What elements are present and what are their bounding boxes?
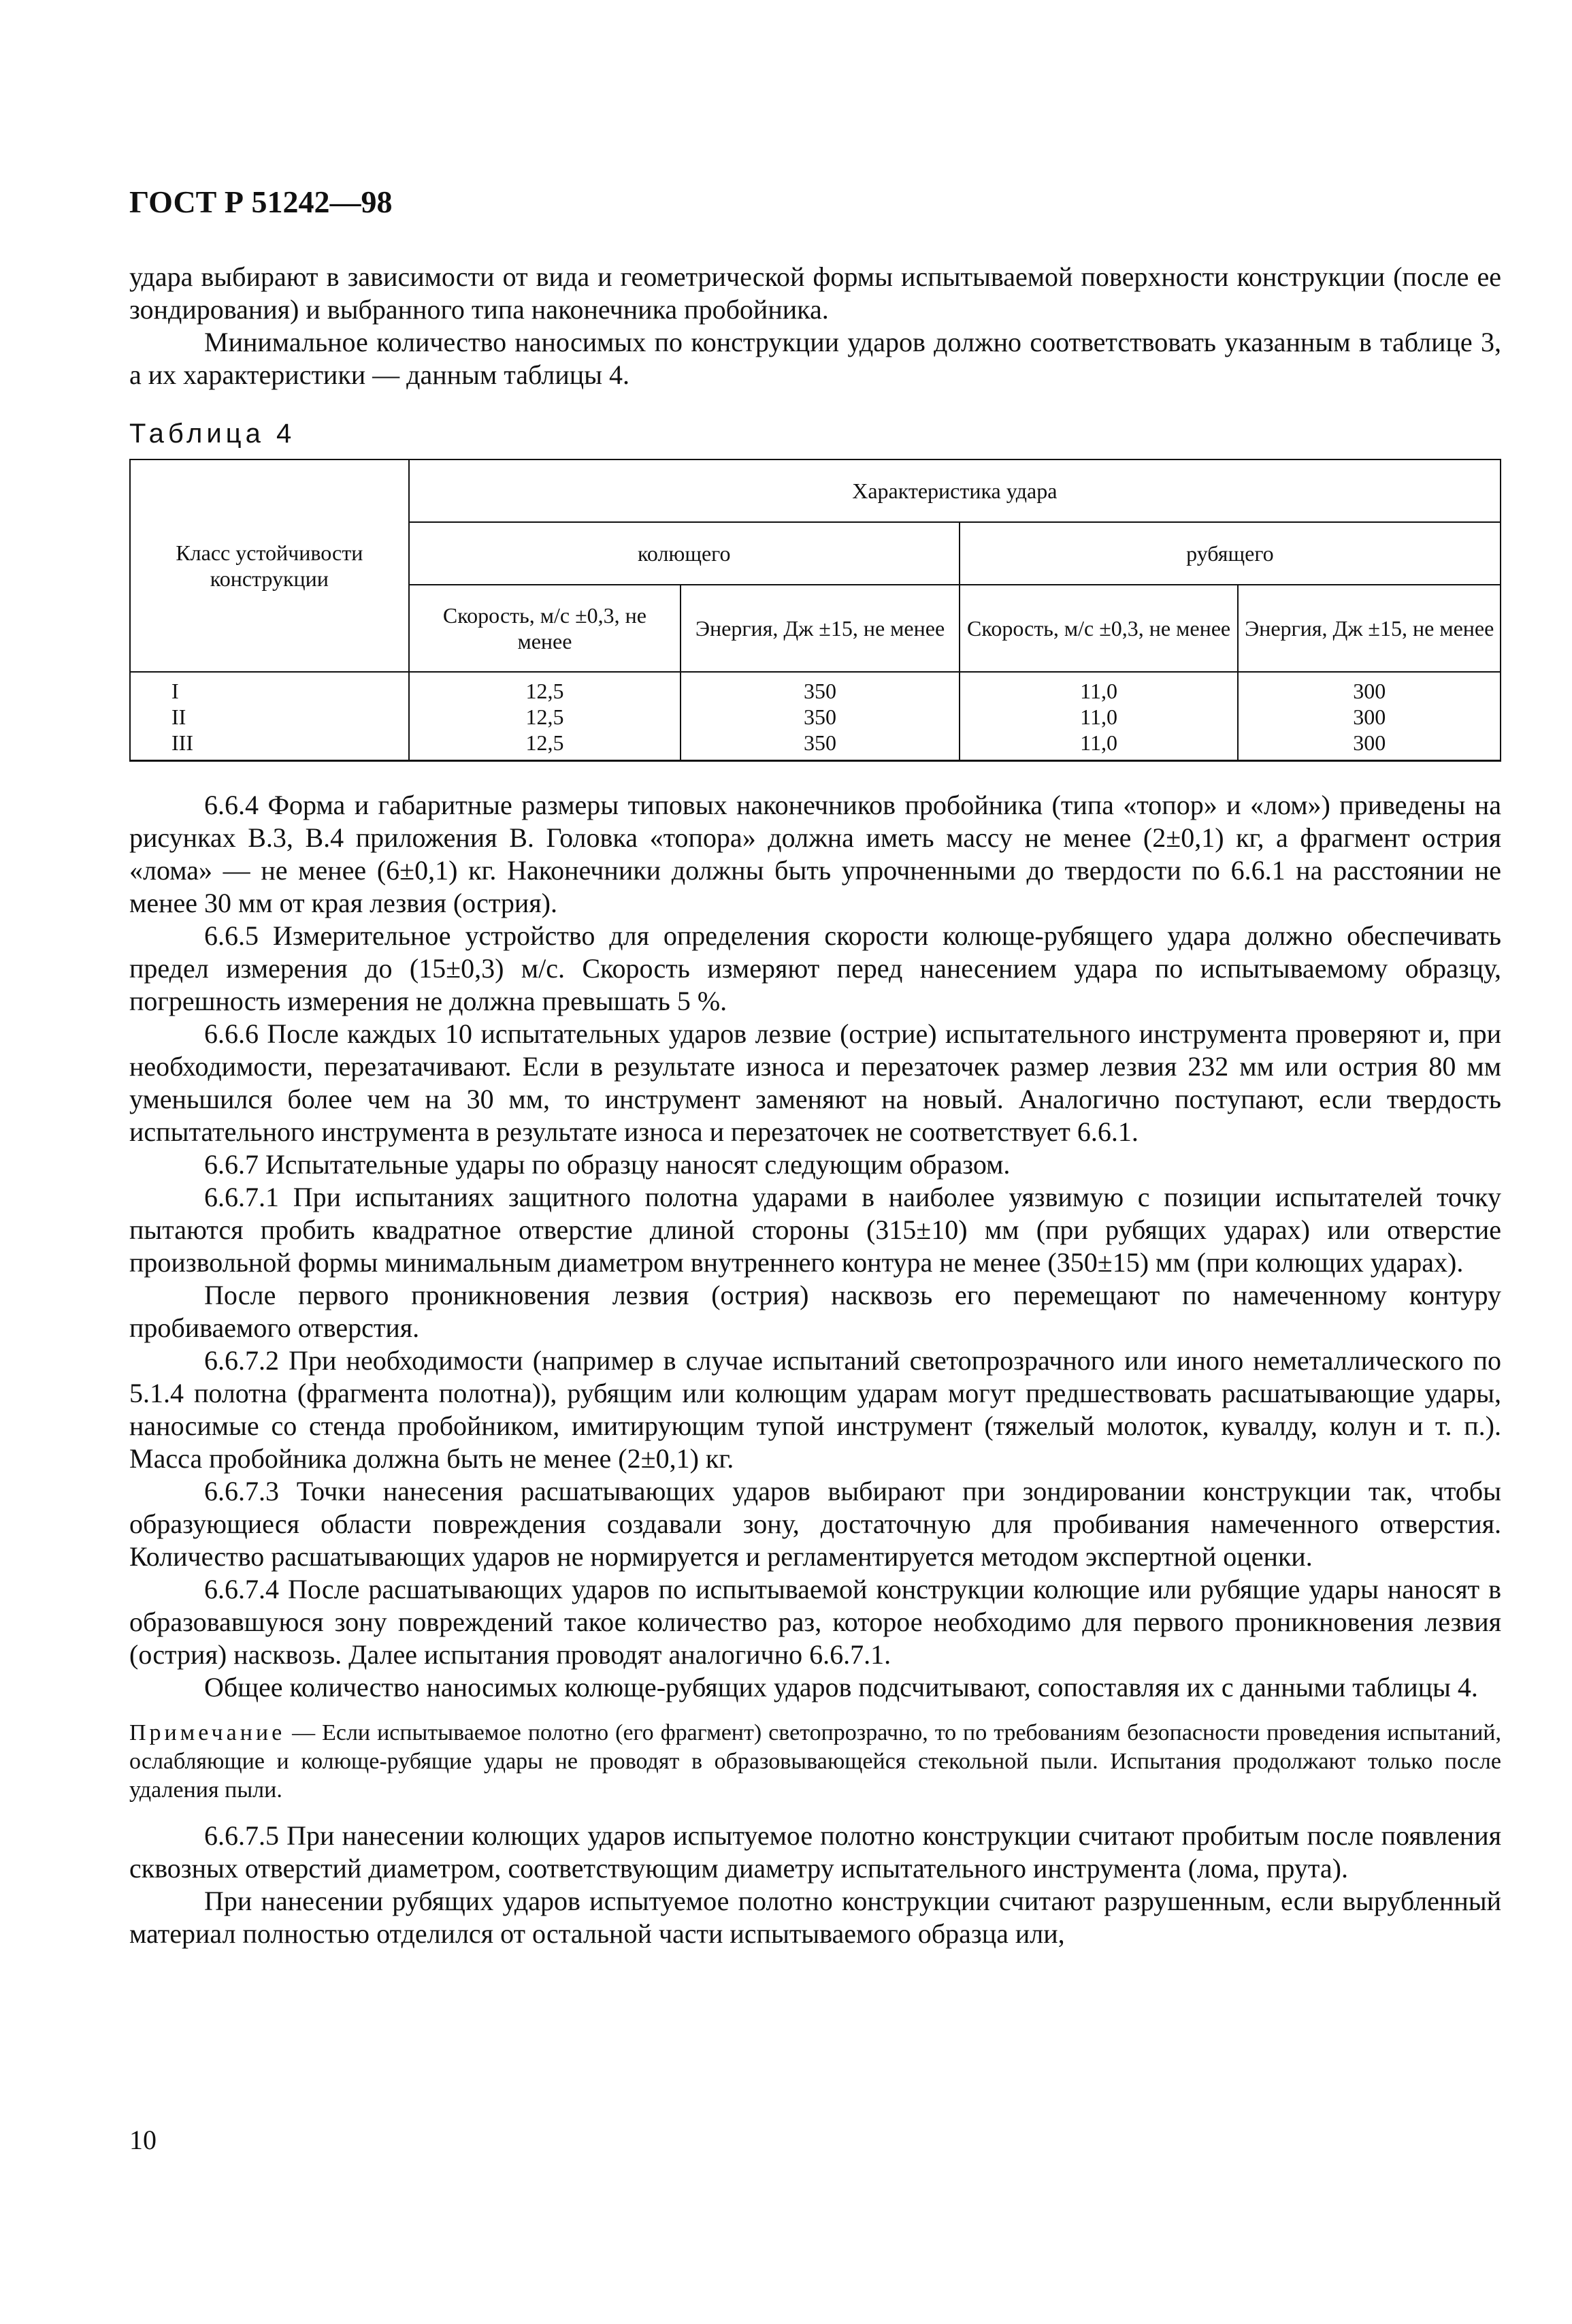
paragraph-6-6-7-3: 6.6.7.3 Точки нанесения расшатывающих ударов выбирают при зондировании конструкции так, чтобы образующиеся области повреждения создавали зону, достаточную для пробивания намеченного отверстия. Количество расшатывающих ударов не нормируется и регламентируется методом экспертной оценки.: [129, 1476, 1501, 1572]
table-row: [130, 704, 1501, 730]
cell-speed-chop: 11,0: [960, 730, 1239, 761]
note-label: Примечание: [129, 1720, 286, 1745]
paragraph-6-6-7: 6.6.7 Испытательные удары по образцу наносят следующим образом.: [204, 1149, 1011, 1180]
header-speed-stab: Скорость, м/с ±0,3, не менее: [409, 585, 681, 672]
paragraph-6-6-7-5-continued: При нанесении рубящих ударов испытуемое полотно конструкции считают разрушенным, если вырубленный материал полностью отделился от остальной части испытываемого образца или,: [129, 1886, 1501, 1949]
paragraph-6-6-7-1-continued: После первого проникновения лезвия (острия) насквозь его перемещают по намеченному контуру пробиваемого отверстия.: [129, 1280, 1501, 1343]
cell-energy-stab: 350: [681, 730, 960, 761]
cell-energy-stab: 350: [681, 672, 960, 704]
header-characteristic: Характеристика удара: [409, 459, 1501, 522]
header-energy-stab: Энергия, Дж ±15, не менее: [681, 585, 960, 672]
paragraph-6-6-7-4-continued: Общее количество наносимых колюще-рубящих ударов подсчитывают, сопоставляя их с данными таблицы 4.: [204, 1672, 1478, 1702]
paragraph-6-6-4: 6.6.4 Форма и габаритные размеры типовых наконечников пробойника (типа «топор» и «лом») приведены на рисунках В.3, В.4 приложения В. Головка «топора» должна иметь массу не менее (2±0,1) кг, а фрагмент острия «лома» — не менее (6±0,1) кг. Наконечники должны быть упрочненными до твердости по 6.6.1 на расстоянии не менее 30 мм от края лезвия (острия).: [129, 790, 1501, 918]
cell-energy-chop: 300: [1238, 730, 1501, 761]
table-row: [130, 672, 1501, 704]
header-stabbing: колющего: [409, 522, 960, 585]
cell-speed-chop: 11,0: [960, 672, 1239, 704]
cell-class: III: [130, 730, 409, 761]
cell-class: II: [130, 704, 409, 730]
note-text: — Если испытываемое полотно (его фрагмент) светопрозрачно, то по требованиям безопасности проведения испытаний, ослабляющие и колюще-рубящие удары не проводят в образовывающейся стекольной пыли. Испытания продолжают только после удаления пыли.: [129, 1720, 1501, 1803]
cell-speed-stab: 12,5: [409, 704, 681, 730]
paragraph-6-6-7-4: 6.6.7.4 После расшатывающих ударов по испытываемой конструкции колющие или рубящие удары наносят в образовавшуюся зону повреждений такое количество раз, которое необходимо для первого проникновения лезвия (острия) насквозь. Далее испытания проводят аналогично 6.6.7.1.: [129, 1574, 1501, 1670]
table-row: [130, 730, 1501, 761]
paragraph-6-6-6: 6.6.6 После каждых 10 испытательных ударов лезвие (острие) испытательного инструмента проверяют и, при необходимости, перезатачивают. Если в результате износа и перезаточек размер лезвия 232 мм или острия 80 мм уменьшился более чем на 30 мм, то инструмент заменяют на новый. Аналогично поступают, если твердость испытательного инструмента в результате износа и перезаточек не соответствует 6.6.1.: [129, 1018, 1501, 1147]
paragraph-intro-1: удара выбирают в зависимости от вида и геометрической формы испытываемой поверхности конструкции (после ее зондирования) и выбранного типа наконечника пробойника.: [129, 261, 1501, 325]
cell-class: I: [130, 672, 409, 704]
cell-speed-stab: 12,5: [409, 730, 681, 761]
table-caption: Таблица 4: [129, 419, 296, 449]
paragraph-6-6-7-2: 6.6.7.2 При необходимости (например в случае испытаний светопрозрачного или иного неметаллического по 5.1.4 полотна (фрагмента полотна)), рубящим или колющим ударам могут предшествовать расшатывающие удары, наносимые со стенда пробойником, имитирующим тупой инструмент (тяжелый молоток, кувалду, колун и т. п.). Масса пробойника должна быть не менее (2±0,1) кг.: [129, 1345, 1501, 1474]
header-energy-chop: Энергия, Дж ±15, не менее: [1238, 585, 1501, 672]
cell-energy-chop: 300: [1238, 704, 1501, 730]
document-page: [129, 184, 1501, 1950]
cell-energy-stab: 350: [681, 704, 960, 730]
paragraph-6-6-7-1: 6.6.7.1 При испытаниях защитного полотна ударами в наиболее уязвимую с позиции испытателей точку пытаются пробить квадратное отверстие длиной стороны (315±10) мм (при рубящих ударах) или отверстие произвольной формы минимальным диаметром внутреннего контура не менее (350±15) мм (при колющих ударах).: [129, 1182, 1501, 1278]
paragraph-6-6-5: 6.6.5 Измерительное устройство для определения скорости колюще-рубящего удара должно обеспечивать предел измерения до (15±0,3) м/с. Скорость измеряют перед нанесением удара по испытываемому образцу, погрешность измерения не должна превышать 5 %.: [129, 920, 1501, 1016]
paragraph-intro-2: Минимальное количество наносимых по конструкции ударов должно соответствовать указанным в таблице 3, а их характеристики — данным таблицы 4.: [129, 327, 1501, 390]
table-4: [129, 459, 1501, 762]
cell-energy-chop: 300: [1238, 672, 1501, 704]
header-chopping: рубящего: [960, 522, 1501, 585]
header-class: Класс устойчивости конструкции: [130, 459, 409, 672]
note: [129, 1719, 1501, 1805]
document-header: ГОСТ Р 51242—98: [129, 184, 393, 219]
paragraph-6-6-7-5: 6.6.7.5 При нанесении колющих ударов испытуемое полотно конструкции считают пробитым после появления сквозных отверстий диаметром, соответствующим диаметру испытательного инструмента (лома, прута).: [129, 1820, 1501, 1884]
page-number: 10: [129, 2125, 157, 2155]
cell-speed-stab: 12,5: [409, 672, 681, 704]
header-speed-chop: Скорость, м/с ±0,3, не менее: [960, 585, 1239, 672]
cell-speed-chop: 11,0: [960, 704, 1239, 730]
